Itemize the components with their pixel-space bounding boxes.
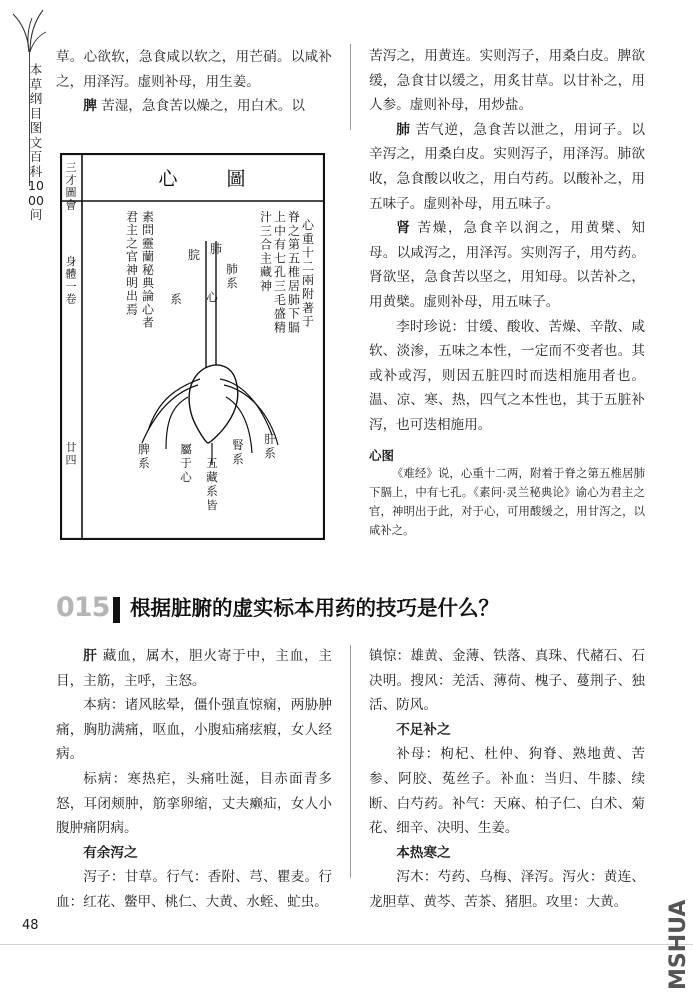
paragraph: 标病：寒热疟，头痛吐涎，目赤面青多怒，耳闭颊肿，筋挛卵缩，丈夫癞疝，女人小腹肿痛阴病。 [56,770,332,837]
paragraph-text: 苦气逆，急食苦以泄之，用诃子。以辛泻之，用桑白皮。实则泻子，用泽泻。肺欲收，急食酸以收之，用白芍药。以酸补之，用五味子。虚则补母，用五味子。 [369,121,646,212]
paragraph-text: 苦燥，急食辛以润之，用黄檗、知母。以咸泻之，用泽泻。实则泻子，用芍药。肾欲坚，急食苦以坚之，用知母。以苦补之，用黄檗。虚则补母，用五味子。 [369,220,646,310]
organ-heading: 肾 [396,220,412,237]
paragraph-kidney [369,216,645,314]
woodcut-page-label: 廿四 [65,441,77,467]
column-divider-bottom [350,645,351,878]
subheading: 不足补之 [396,721,451,738]
woodcut-side-label: 三才圖會 [65,161,77,212]
column-divider-top [350,44,351,130]
heart-diagram-woodcut [60,153,325,540]
top-right-column [369,44,645,438]
woodcut-text-column: 素問靈蘭秘典論心者 [141,210,155,330]
top-left-column [56,45,332,119]
figure-caption-title: 心图 [369,448,395,463]
paragraph: 本病：诸风眩晕，僵仆强直惊痫，两胁肿痛，胸肋满痛，呕血，小腹疝痛痃瘕，女人经病。 [56,697,332,763]
figure-caption-body: 《难经》说，心重十二两，附着于脊之第五椎居肺下膈上，中有七孔。《素问·灵兰秘典论》谕心为君主之官，神明出于此，对于心，可用酸缓之，用甘泻之，以咸补之。 [369,466,645,537]
woodcut-label-feixi: 肺系 [226,262,238,290]
woodcut-label-gan: 肝系 [264,432,276,460]
organ-heading: 脾 [83,98,97,115]
organ-heading: 肝 [83,648,98,664]
page-number: 48 [22,918,39,933]
watermark [663,892,691,992]
woodcut-label-shen: 腎系 [232,438,244,466]
woodcut-label-wan: 脘 [187,248,201,262]
paragraph-text: 苦湿，急食苦以燥之，用白术。以 [101,98,306,115]
paragraph-spleen [56,94,332,119]
woodcut-text-column: 脊之第五椎居肺下膈 [287,210,301,335]
bottom-left-column [56,644,332,915]
woodcut-label-wuzang: 五藏系皆 [206,456,218,512]
woodcut-label-pixi: 脾系 [138,442,150,470]
woodcut-title: 心 圖 [158,168,246,190]
subheading: 本热寒之 [396,844,451,861]
book-side-title: 本草纲目图文百科1000问 [28,62,44,222]
paragraph-li-shizhen: 李时珍说：甘缓、酸收、苦燥、辛散、咸软、淡渗，五味之本性，一定而不变者也。其或补或泻，则因五脏四时而迭相施用者也。温、凉、寒、热，四气之本性也，其于五脏补泻，也可迭相施用。 [369,318,645,433]
woodcut-text-column: 心重十二兩附著于 [301,218,315,329]
figure-caption-text [369,464,645,540]
subheading: 有余泻之 [83,844,138,861]
bottom-rule [0,944,693,945]
woodcut-text-column: 君主之官神明出焉 [125,210,139,317]
orchid-leaf-icon [8,6,48,54]
paragraph-lung [369,118,645,216]
woodcut-label-xin: 心 [206,290,218,304]
woodcut-text-column: 汁三合主藏神 [259,210,273,293]
bottom-right-column [369,644,645,915]
paragraph: 泻木：芍药、乌梅、泽泻。泻火：黄连、龙胆草、黄芩、苦茶、猪胆。攻里：大黄。 [369,869,645,910]
watermark-text: MSHUA [666,899,691,990]
woodcut-label-fei: 肺 [209,242,223,256]
paragraph: 补母：枸杞、杜仲、狗脊、熟地黄、苦参、阿胶、菟丝子。补血：当归、牛膝、续断、白芍药。补气：天麻、柏子仁、白术、菊花、细辛、决明、生姜。 [369,746,645,837]
woodcut-text-column: 上中有七孔三毛盛精 [273,210,287,335]
woodcut-label-xi: 系 [170,292,182,306]
paragraph-liver [56,644,332,693]
paragraph: 泻子：甘草。行气：香附、芎、瞿麦。行血：红花、鳖甲、桃仁、大黄、水蛭、虻虫。 [56,869,332,910]
woodcut-label-shu: 屬于心 [180,442,192,484]
section-number: 015 [56,592,110,623]
section-title: 根据脏腑的虚实标本用药的技巧是什么？ [130,596,499,620]
paragraph-text: 藏血，属木，胆火寄于中，主血，主目，主筋，主呼，主怒。 [56,648,333,689]
paragraph: 苦泻之，用黄连。实则泻子，用桑白皮。脾欲缓，急食甘以缓之，用炙甘草。以甘补之，用人参。虚则补母，用炒盐。 [369,48,645,114]
section-bar [113,597,120,623]
paragraph: 镇惊：雄黄、金薄、铁落、真珠、代赭石、石决明。搜风：羌活、薄荷、槐子、蔓荆子、独活、防风。 [369,648,645,714]
organ-heading: 肺 [396,121,411,138]
woodcut-side-label: 身體一卷 [65,255,77,306]
paragraph: 草。心欲软，急食咸以软之，用芒硝。以咸补之，用泽泻。虚则补母，用生姜。 [56,49,332,90]
